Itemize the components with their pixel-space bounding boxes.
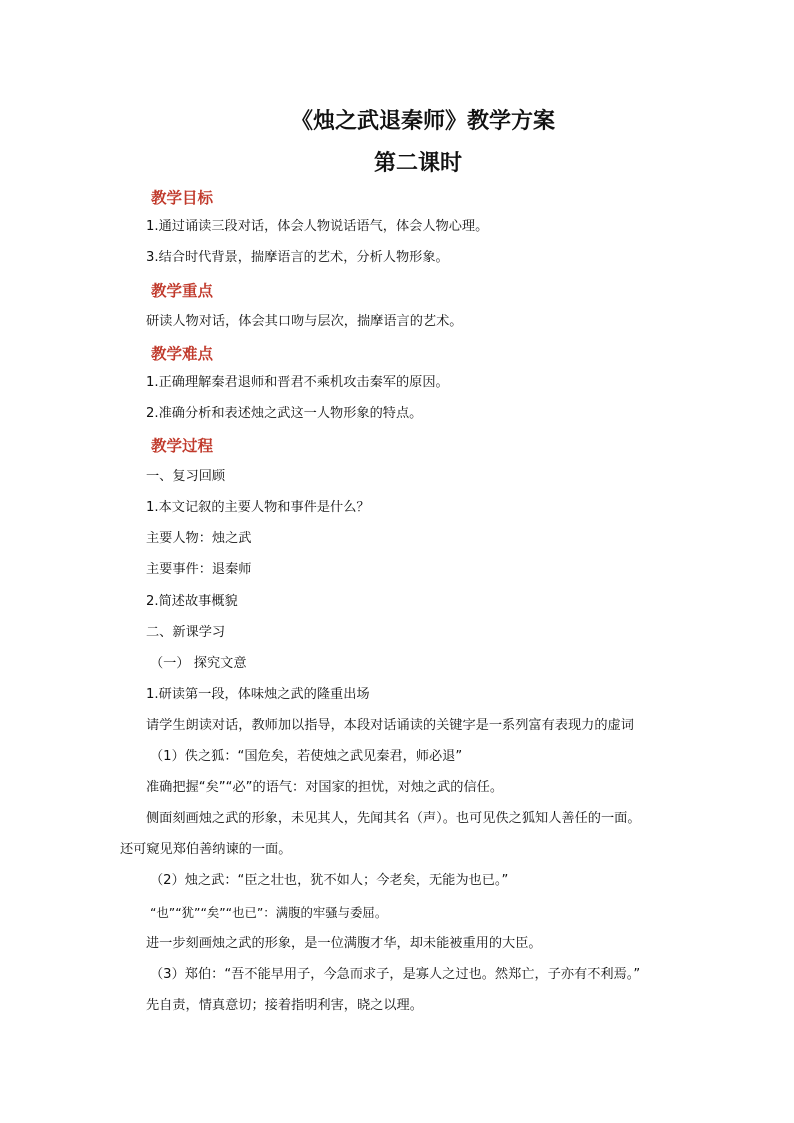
goal-item: 3.结合时代背景，揣摩语言的艺术，分析人物形象。 <box>146 250 449 265</box>
process-item: “也”“犹”“矣”“也已”：满腹的牢骚与委屈。 <box>150 905 388 920</box>
process-item: 1.本文记叙的主要人物和事件是什么？ <box>146 500 370 515</box>
section-heading-goals: 教学目标 <box>151 188 214 207</box>
process-item: 先自责，情真意切；接着指明利害，晓之以理。 <box>146 998 423 1013</box>
process-item: （一） 探究文意 <box>150 656 247 671</box>
process-item: 一、复习回顾 <box>146 469 226 484</box>
process-item: 主要事件：退秦师 <box>146 562 252 577</box>
section-heading-difficulties: 教学难点 <box>151 344 214 363</box>
section-heading-process: 教学过程 <box>151 436 214 455</box>
process-item: （2）烛之武：“臣之壮也，犹不如人；今老矣，无能为也已。” <box>150 873 509 888</box>
difficulty-item: 1.正确理解秦君退师和晋君不乘机攻击秦军的原因。 <box>146 375 449 390</box>
process-item: 还可窥见郑伯善纳谏的一面。 <box>120 842 292 857</box>
process-item: （3）郑伯：“吾不能早用子，今急而求子，是寡人之过也。然郑亡，子亦有不利焉。” <box>150 967 641 982</box>
process-item: 侧面刻画烛之武的形象，未见其人，先闻其名（声）。也可见佚之狐知人善任的一面。 <box>146 811 641 826</box>
goal-item: 1.通过诵读三段对话，体会人物说话语气，体会人物心理。 <box>146 219 489 234</box>
key-point-item: 研读人物对话，体会其口吻与层次，揣摩语言的艺术。 <box>146 314 463 329</box>
process-item: 主要人物：烛之武 <box>146 531 252 546</box>
process-item: 二、新课学习 <box>146 625 226 640</box>
document-title: 《烛之武退秦师》教学方案 <box>290 108 555 134</box>
process-item: （1）佚之狐：“国危矣，若使烛之武见秦君，师必退” <box>150 749 463 764</box>
section-heading-key-points: 教学重点 <box>151 281 214 300</box>
process-item: 2.简述故事概貌 <box>146 594 238 609</box>
process-item: 准确把握“矣”“必”的语气：对国家的担忧，对烛之武的信任。 <box>146 780 504 795</box>
document-subtitle: 第二课时 <box>373 150 462 176</box>
process-item: 1.研读第一段，体味烛之武的隆重出场 <box>146 687 370 702</box>
process-item: 进一步刻画烛之武的形象，是一位满腹才华，却未能被重用的大臣。 <box>146 936 542 951</box>
difficulty-item: 2.准确分析和表述烛之武这一人物形象的特点。 <box>146 406 423 421</box>
process-item: 请学生朗读对话，教师加以指导，本段对话诵读的关键字是一系列富有表现力的虚词 <box>146 718 634 733</box>
